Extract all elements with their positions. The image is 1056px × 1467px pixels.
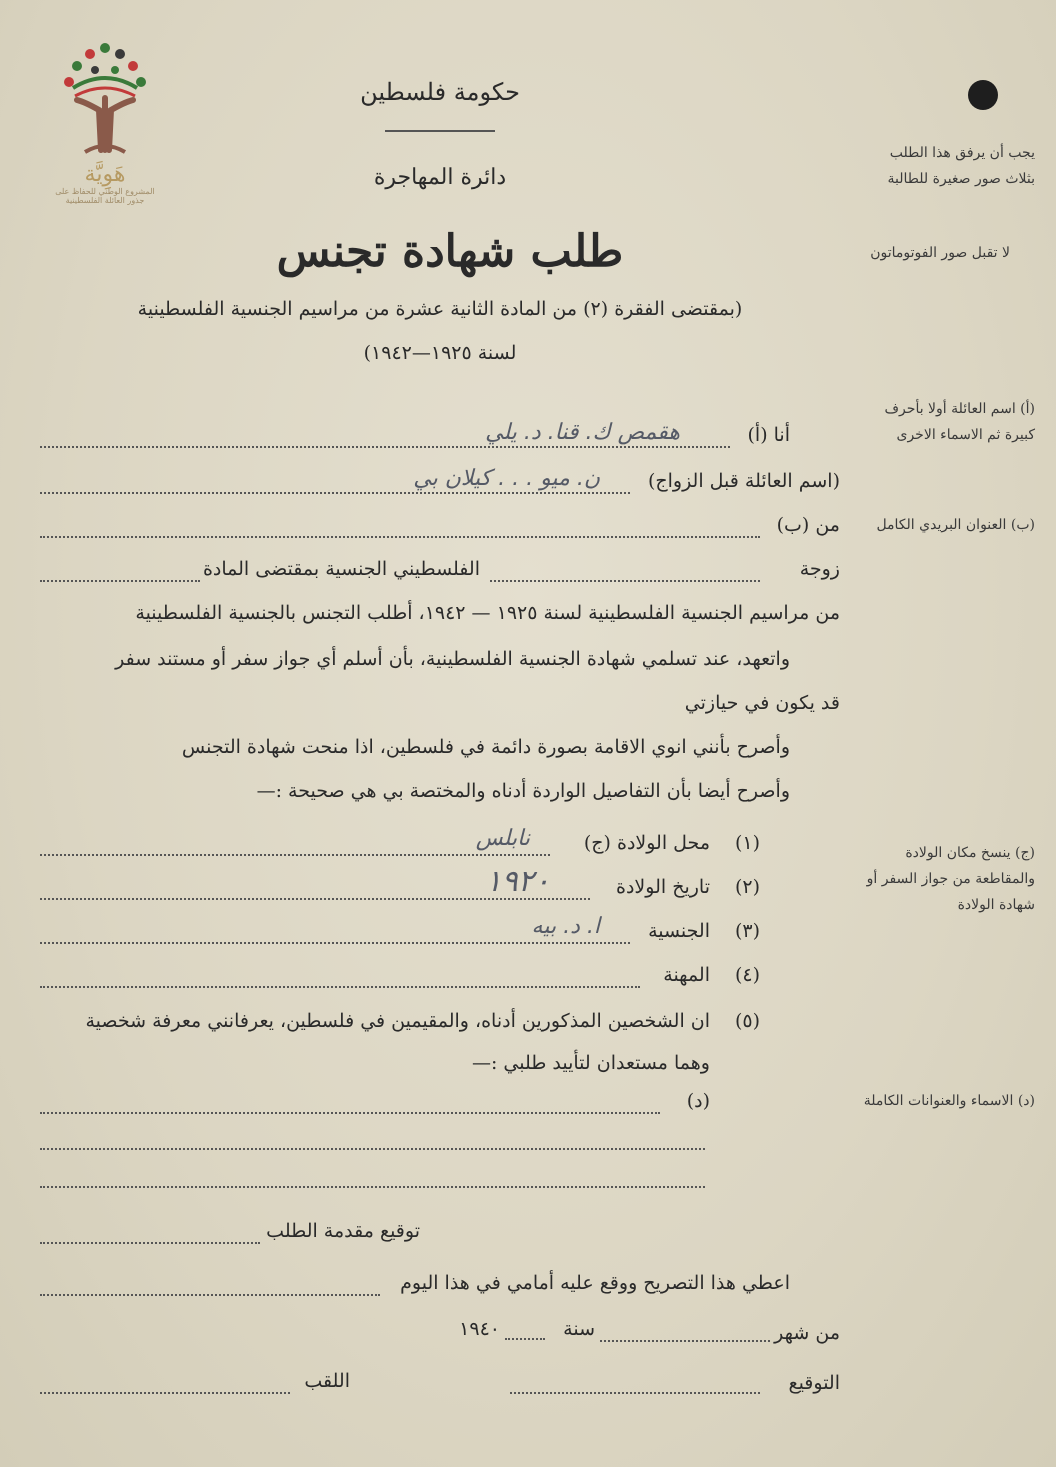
birthdate-value: ١٩٢٠ xyxy=(485,864,550,899)
name-field[interactable] xyxy=(40,446,730,448)
item-1-label: محل الولادة (ج) xyxy=(583,832,710,854)
article-field[interactable] xyxy=(40,580,200,582)
item-2-label: تاريخ الولادة xyxy=(616,876,710,898)
government-heading: حكومة فلسطين xyxy=(360,78,520,106)
side-note-c: (ج) ينسخ مكان الولادة والمقاطعة من جواز السفر أو شهادة الولادة xyxy=(866,845,1035,913)
family-tree-icon xyxy=(55,40,155,160)
side-note-no-automatic-photos: لا تقبل صور الفوتوماتون xyxy=(870,245,1010,261)
side-note-d: (د) الاسماء والعنوانات الكاملة xyxy=(863,1093,1035,1109)
form-title: طلب شهادة تجنس xyxy=(276,226,624,277)
sign-label: التوقيع xyxy=(788,1372,840,1394)
paragraph-3: قد يكون في حيازتي xyxy=(684,692,840,714)
husband-name-field[interactable] xyxy=(490,580,760,582)
occupation-field[interactable] xyxy=(40,986,640,988)
maiden-name-value: ن. ميو . . . كيلان بي xyxy=(413,466,600,491)
wife-label: زوجة xyxy=(799,558,840,580)
header-divider-1 xyxy=(385,130,495,132)
declaration-text: اعطي هذا التصريح ووقع عليه أمامي في هذا اليوم xyxy=(400,1272,790,1294)
item-1-number: (١) xyxy=(734,832,760,854)
maiden-name-label: (اسم العائلة قبل الزواج) xyxy=(647,470,840,492)
logo-tagline-1: المشروع الوطني للحفاظ على xyxy=(55,187,155,196)
item-2-number: (٢) xyxy=(734,876,760,898)
year-field[interactable] xyxy=(505,1338,545,1340)
official-signature-field[interactable] xyxy=(510,1392,760,1394)
item-3-label: الجنسية xyxy=(648,920,710,942)
logo-tagline-2: جذور العائلة الفلسطينية xyxy=(65,196,145,205)
item-4-label: المهنة xyxy=(663,964,710,986)
declaration-day-field[interactable] xyxy=(40,1294,380,1296)
form-subtitle-2: لسنة ١٩٢٥—١٩٤٢) xyxy=(363,342,517,364)
month-field[interactable] xyxy=(600,1340,770,1342)
form-subtitle-1: (بمقتضى الفقرة (٢) من المادة الثانية عشرة من مراسيم الجنسية الفلسطينية xyxy=(137,298,743,320)
referee-field-3[interactable] xyxy=(40,1186,705,1188)
applicant-signature-label: توقيع مقدمة الطلب xyxy=(266,1220,420,1242)
official-title-field[interactable] xyxy=(40,1392,290,1394)
wife-text: الفلسطيني الجنسية بمقتضى المادة xyxy=(202,558,480,580)
side-note-b: (ب) العنوان البريدي الكامل xyxy=(876,517,1035,533)
item-5-text-1: ان الشخصين المذكورين أدناه، والمقيمين في فلسطين، يعرفانني معرفة شخصية xyxy=(85,1010,710,1032)
name-label: أنا (أ) xyxy=(747,424,790,446)
referee-field-2[interactable] xyxy=(40,1148,705,1150)
paragraph-4: وأصرح بأنني انوي الاقامة بصورة دائمة في فلسطين، اذا منحت شهادة التجنس xyxy=(181,736,790,758)
side-note-photos: يجب أن يرفق هذا الطلب بثلاث صور صغيرة للطالبة xyxy=(887,145,1035,187)
name-value: هقمص ك. قنا. د. يلي xyxy=(485,420,680,445)
side-note-a: (أ) اسم العائلة أولا بأحرف كبيرة ثم الاسماء الاخرى xyxy=(884,401,1035,443)
item-3-number: (٣) xyxy=(734,920,760,942)
address-field[interactable] xyxy=(40,536,760,538)
month-label: من شهر xyxy=(774,1322,840,1344)
maiden-name-field[interactable] xyxy=(40,492,630,494)
address-label: من (ب) xyxy=(776,514,840,536)
nationality-field[interactable] xyxy=(40,942,630,944)
item-5-number: (٥) xyxy=(734,1010,760,1032)
paragraph-2: واتعهد، عند تسلمي شهادة الجنسية الفلسطينية، بأن أسلم أي جواز سفر أو مستند سفر xyxy=(115,648,790,670)
applicant-signature-field[interactable] xyxy=(40,1242,260,1244)
year-label: سنة xyxy=(563,1318,595,1340)
item-4-number: (٤) xyxy=(734,964,760,986)
title-label: اللقب xyxy=(304,1370,350,1392)
birthplace-value: نابلس xyxy=(475,826,530,851)
logo xyxy=(55,40,155,220)
year-value: ١٩٤٠ xyxy=(459,1318,500,1340)
paragraph-5: وأصرح أيضا بأن التفاصيل الواردة أدناه والمختصة بي هي صحيحة :— xyxy=(256,780,790,802)
punch-hole-icon xyxy=(968,80,998,110)
nationality-value: ا. د. بيه xyxy=(531,914,600,939)
d-label: (د) xyxy=(686,1090,710,1112)
paragraph-1: من مراسيم الجنسية الفلسطينية لسنة ١٩٢٥ — ١٩٤٢، أطلب التجنس بالجنسية الفلسطينية xyxy=(135,602,840,624)
logo-brand: هَوِيَّة xyxy=(84,162,126,187)
birthplace-field[interactable] xyxy=(40,854,550,856)
referee-field-1[interactable] xyxy=(40,1112,660,1114)
department-heading: دائرة المهاجرة xyxy=(373,165,507,190)
item-5-text-2: وهما مستعدان لتأييد طلبي :— xyxy=(471,1052,710,1074)
